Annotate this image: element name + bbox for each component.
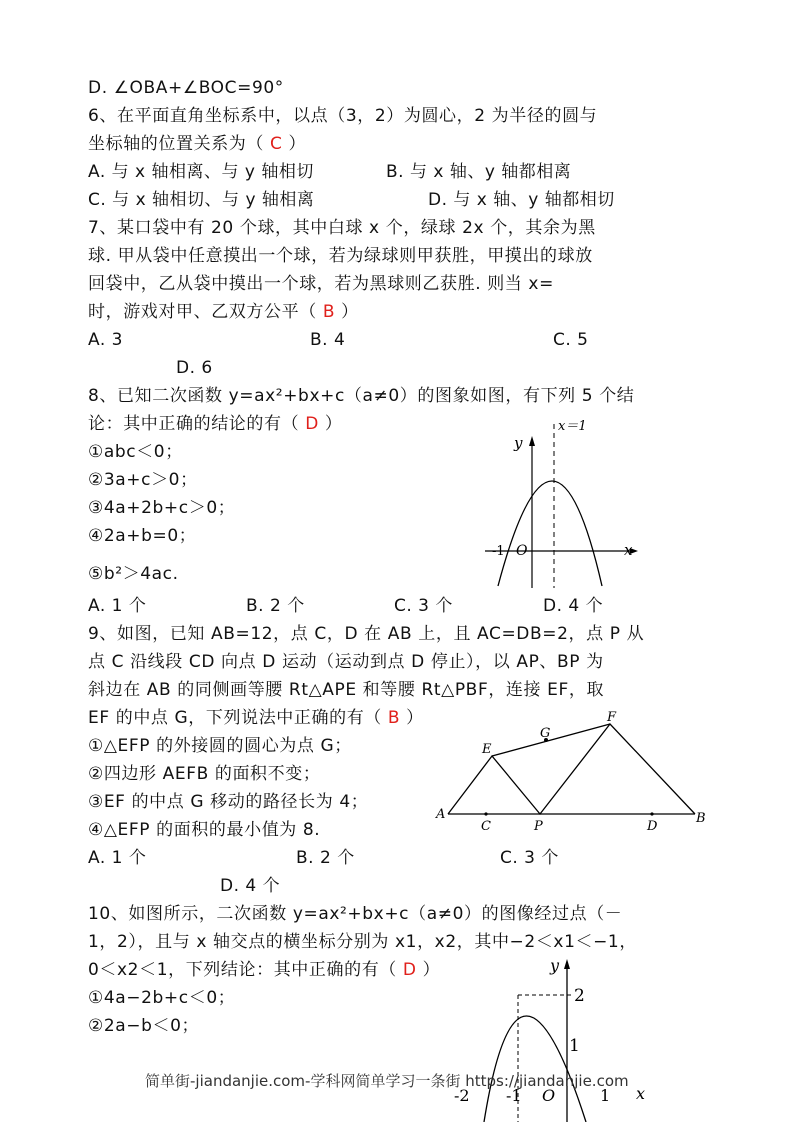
q6-option-c: C. 与 x 轴相切、与 y 轴相离 <box>88 190 315 210</box>
q9-option-b: B. 2 个 <box>296 848 355 868</box>
q9-statement-1: ①△EFP 的外接圆的圆心为点 G； <box>88 736 352 756</box>
q9-label-e: E <box>482 742 492 757</box>
q9-statement-2: ②四边形 AEFB 的面积不变； <box>88 764 321 784</box>
q6-answer: C <box>270 134 283 154</box>
q9-label-g: G <box>540 726 551 741</box>
q8-statement-4: ④2a+b=0； <box>88 526 197 546</box>
q9-stem-line3: 斜边在 AB 的同侧画等腰 Rt△APE 和等腰 Rt△PBF，连接 EF，取 <box>88 680 605 700</box>
q8-statement-1: ①abc＜0； <box>88 442 183 462</box>
q9-statement-4: ④△EFP 的面积的最小值为 8. <box>88 820 321 840</box>
q9-answer: B <box>387 708 401 728</box>
q9-stem-line2: 点 C 沿线段 CD 向点 D 运动（运动到点 D 停止），以 AP、BP 为 <box>88 652 604 672</box>
q9-statement-3: ③EF 的中点 G 移动的路径长为 4； <box>88 792 369 812</box>
q9-label-d: D <box>647 819 658 834</box>
q10-label-two: 2 <box>574 986 585 1006</box>
q8-minus-one-label: -1 <box>492 544 505 559</box>
q10-label-minus-two: -2 <box>454 1086 470 1105</box>
q7-option-c: C. 5 <box>553 330 589 350</box>
q10-parabola-figure <box>450 955 650 1122</box>
q10-y-label: y <box>550 956 560 975</box>
q7-option-b: B. 4 <box>310 330 346 350</box>
q8-option-b: B. 2 个 <box>246 596 305 616</box>
q8-answer: D <box>305 414 319 434</box>
q8-origin-label: O <box>516 543 528 559</box>
q7-option-a: A. 3 <box>88 330 123 350</box>
q9-option-a: A. 1 个 <box>88 848 147 868</box>
q6-option-b: B. 与 x 轴、y 轴都相离 <box>386 162 572 182</box>
q9-label-b: B <box>696 811 706 826</box>
q7-stem-line2: 球. 甲从袋中任意摸出一个球，若为绿球则甲获胜，甲摸出的球放 <box>88 246 593 266</box>
q7-option-d: D. 6 <box>176 358 213 378</box>
q8-stem-line1: 8、已知二次函数 y=ax²+bx+c（a≠0）的图象如图，有下列 5 个结 <box>88 386 635 406</box>
q9-label-p: P <box>534 819 543 834</box>
q7-stem-line1: 7、某口袋中有 20 个球，其中白球 x 个，绿球 2x 个，其余为黑 <box>88 218 596 238</box>
q6-option-d: D. 与 x 轴、y 轴都相切 <box>428 190 615 210</box>
q10-statement-2: ②2a−b＜0； <box>88 1016 200 1036</box>
q8-option-a: A. 1 个 <box>88 596 147 616</box>
q10-stem-line2: 1，2），且与 x 轴交点的横坐标分别为 x1，x2，其中−2＜x1＜−1， <box>88 932 637 952</box>
q7-stem-line3: 回袋中，乙从袋中摸出一个球，若为黑球则乙获胜. 则当 x= <box>88 274 554 294</box>
q7-stem-line4: 时，游戏对甲、乙双方公平（ B ） <box>88 302 359 322</box>
q9-triangles-figure <box>430 708 710 838</box>
q10-statement-1: ①4a−2b+c＜0； <box>88 988 236 1008</box>
q8-statement-3: ③4a+2b+c＞0； <box>88 498 236 518</box>
q9-label-c: C <box>481 819 491 834</box>
q5-option-d: D. ∠OBA+∠BOC=90° <box>88 78 284 98</box>
q7-answer: B <box>322 302 336 322</box>
q10-stem-line3: 0＜x2＜1，下列结论：其中正确的有（ D ） <box>88 960 441 980</box>
q10-label-x-one: 1 <box>600 1086 611 1105</box>
q8-option-c: C. 3 个 <box>394 596 453 616</box>
q10-x-label: x <box>636 1084 646 1103</box>
q8-statement-2: ②3a+c＞0； <box>88 470 198 490</box>
q8-option-d: D. 4 个 <box>543 596 604 616</box>
q10-origin-label: O <box>542 1086 556 1105</box>
q10-label-minus-one: -1 <box>506 1086 522 1105</box>
q9-option-d: D. 4 个 <box>220 876 281 896</box>
page-footer-watermark: 简单街-jiandanjie.com-学科网简单学习一条街 https://jiandanjie.com <box>145 1072 629 1090</box>
q10-stem-line1: 10、如图所示，二次函数 y=ax²+bx+c（a≠0）的图像经过点（－ <box>88 904 623 924</box>
q6-stem-line1: 6、在平面直角坐标系中，以点（3，2）为圆心，2 为半径的圆与 <box>88 106 598 126</box>
q6-stem-line2: 坐标轴的位置关系为（ C ） <box>88 134 307 154</box>
q9-stem-line4: EF 的中点 G，下列说法中正确的有（ B ） <box>88 708 424 728</box>
q8-axis-of-symmetry-label: x＝1 <box>558 419 587 434</box>
q8-stem-line2: 论：其中正确的结论的有（ D ） <box>88 414 343 434</box>
q9-label-a: A <box>436 807 446 822</box>
q10-answer: D <box>402 960 417 980</box>
q8-y-label: y <box>514 434 523 452</box>
q8-statement-5: ⑤b²＞4ac. <box>88 564 179 584</box>
q8-parabola-figure <box>480 416 650 591</box>
q9-option-c: C. 3 个 <box>500 848 559 868</box>
q10-label-one: 1 <box>569 1036 580 1056</box>
q8-x-label: x <box>624 541 633 559</box>
q9-label-f: F <box>607 710 617 725</box>
q9-stem-line1: 9、如图，已知 AB=12，点 C，D 在 AB 上，且 AC=DB=2，点 P 从 <box>88 624 645 644</box>
q6-option-a: A. 与 x 轴相离、与 y 轴相切 <box>88 162 314 182</box>
